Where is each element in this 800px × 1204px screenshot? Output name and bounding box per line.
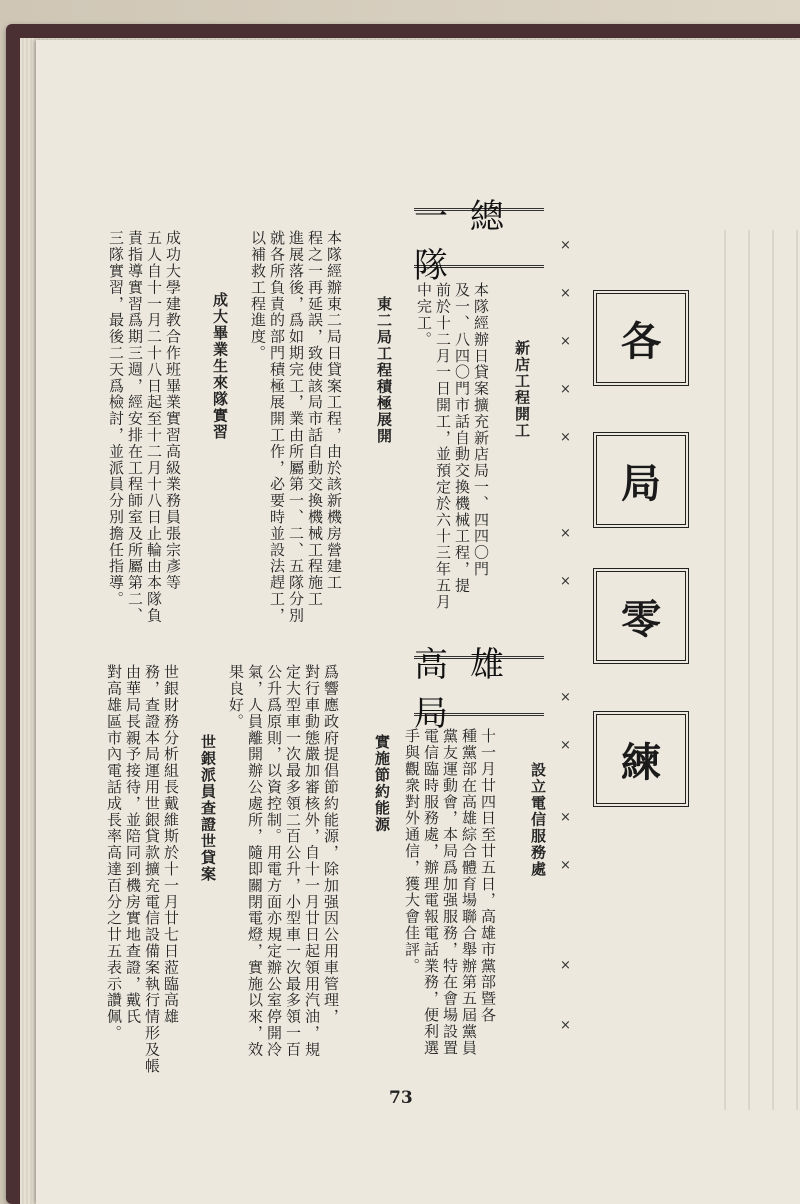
article-head-energy: 實施節約能源 bbox=[373, 734, 391, 833]
dept-banner-2: 高雄局 bbox=[414, 656, 544, 716]
article-head-donger: 東二局工程積極展開 bbox=[375, 296, 393, 445]
article-body-energy bbox=[226, 664, 340, 1084]
text-line: 成功大學建教合作班畢業實習高級業務員張宗彥等 bbox=[164, 230, 182, 591]
text-line: 本隊經辦日貸案擴充新店局一、四四〇門 bbox=[472, 282, 490, 578]
cross-mark: × bbox=[560, 526, 571, 541]
cross-mark-column bbox=[560, 238, 570, 1038]
text-line: 對高雄區市內電話成長率高達百分之廿五表示讚佩。 bbox=[105, 664, 123, 1042]
text-line: 世銀財務分析組長戴維斯於十一月廿七日蒞臨高雄 bbox=[162, 664, 180, 1025]
text-line: 爲響應政府提倡節約能源，除加强因公用車管理， bbox=[322, 664, 340, 1025]
text-line: 對行車動態嚴加審核外，自十一月廿日起領用汽油，規 bbox=[303, 664, 321, 1058]
text-line: 十一月廿四日至廿五日，高雄市黨部暨各 bbox=[479, 728, 497, 1024]
article-head-telecom: 設立電信服務處 bbox=[529, 762, 547, 878]
cross-mark: × bbox=[560, 858, 571, 873]
text-line: 及一、八四〇門市話自動交換機械工程，提 bbox=[453, 282, 471, 594]
title-char-2: 局 bbox=[593, 432, 689, 528]
text-line: 責指導實習爲期三週，經安排在工程師室及所屬第二、 bbox=[126, 230, 144, 624]
dept-banner-1: 一總隊 bbox=[414, 208, 544, 268]
show-through-text bbox=[708, 230, 800, 1110]
article-body-donger bbox=[248, 230, 343, 630]
title-char-1: 各 bbox=[593, 290, 689, 386]
text-line: 以補救工程進度。 bbox=[249, 230, 267, 362]
article-body-xindian bbox=[414, 282, 490, 652]
text-line: 程之一再延誤，致使該局市話自動交換機械工程施工 bbox=[306, 230, 324, 608]
text-line: 黨友運動會，本局爲加强服務，特在會場設置 bbox=[441, 728, 459, 1056]
article-head-xindian: 新店工程開工 bbox=[513, 340, 531, 439]
article-body-worldbank bbox=[104, 664, 180, 1084]
cross-mark: × bbox=[560, 286, 571, 301]
text-line: 手與觀衆對外通信，獲大會佳評。 bbox=[403, 728, 421, 974]
text-line: 定大型車一次最多領二百公升，小型車一次最多領一百 bbox=[284, 664, 302, 1058]
article-head-chengda: 成大畢業生來隊實習 bbox=[211, 292, 229, 441]
text-line: 進展落後，爲如期完工，業由所屬第一、二、五隊分別 bbox=[287, 230, 305, 624]
page-number: 73 bbox=[389, 1088, 413, 1108]
text-line: 就各所負責的部門積極展開工作，必要時並設法趕工， bbox=[268, 230, 286, 624]
cross-mark: × bbox=[560, 690, 571, 705]
cross-mark: × bbox=[560, 238, 571, 253]
cross-mark: × bbox=[560, 430, 571, 445]
title-char-4: 練 bbox=[593, 711, 689, 807]
article-body-telecom bbox=[402, 728, 497, 1088]
text-line: 本隊經辦東二局日貸案工程，由於該新機房營建工 bbox=[325, 230, 343, 591]
cross-mark: × bbox=[560, 382, 571, 397]
text-line: 五人自十一月二十八日起至十二月十八日止輪由本隊負 bbox=[145, 230, 163, 624]
cross-mark: × bbox=[560, 574, 571, 589]
text-line: 果良好。 bbox=[227, 664, 245, 730]
text-line: 三隊實習，最後二天爲檢討，並派員分別擔任指導。 bbox=[107, 230, 125, 608]
text-line: 由華局長親予接待，並陪同到機房實地查證，戴氏 bbox=[124, 664, 142, 1025]
article-head-worldbank: 世銀派員查證世貸案 bbox=[199, 734, 217, 883]
text-line: 中完工。 bbox=[415, 282, 433, 348]
text-line: 種黨部在高雄綜合體育場聯合舉辦第五屆黨員 bbox=[460, 728, 478, 1056]
cross-mark: × bbox=[560, 334, 571, 349]
text-line: 公升爲原則，以資控制。用電方面亦規定辦公室停開冷 bbox=[265, 664, 283, 1058]
text-line: 務，查證本局運用世銀貸款擴充電信設備案執行情形及帳 bbox=[143, 664, 161, 1074]
text-line: 氣，人員離開辦公處所，隨即關閉電燈，實施以來，效 bbox=[246, 664, 264, 1058]
title-char-3: 零 bbox=[593, 568, 689, 664]
cross-mark: × bbox=[560, 810, 571, 825]
text-line: 電信臨時服務處，辦理電報電話業務，便利選 bbox=[422, 728, 440, 1056]
cross-mark: × bbox=[560, 1018, 571, 1033]
cross-mark: × bbox=[560, 958, 571, 973]
cross-mark: × bbox=[560, 738, 571, 753]
text-line: 前於十二月一日開工，並預定於六十三年五月 bbox=[434, 282, 452, 610]
article-body-chengda bbox=[106, 230, 182, 630]
